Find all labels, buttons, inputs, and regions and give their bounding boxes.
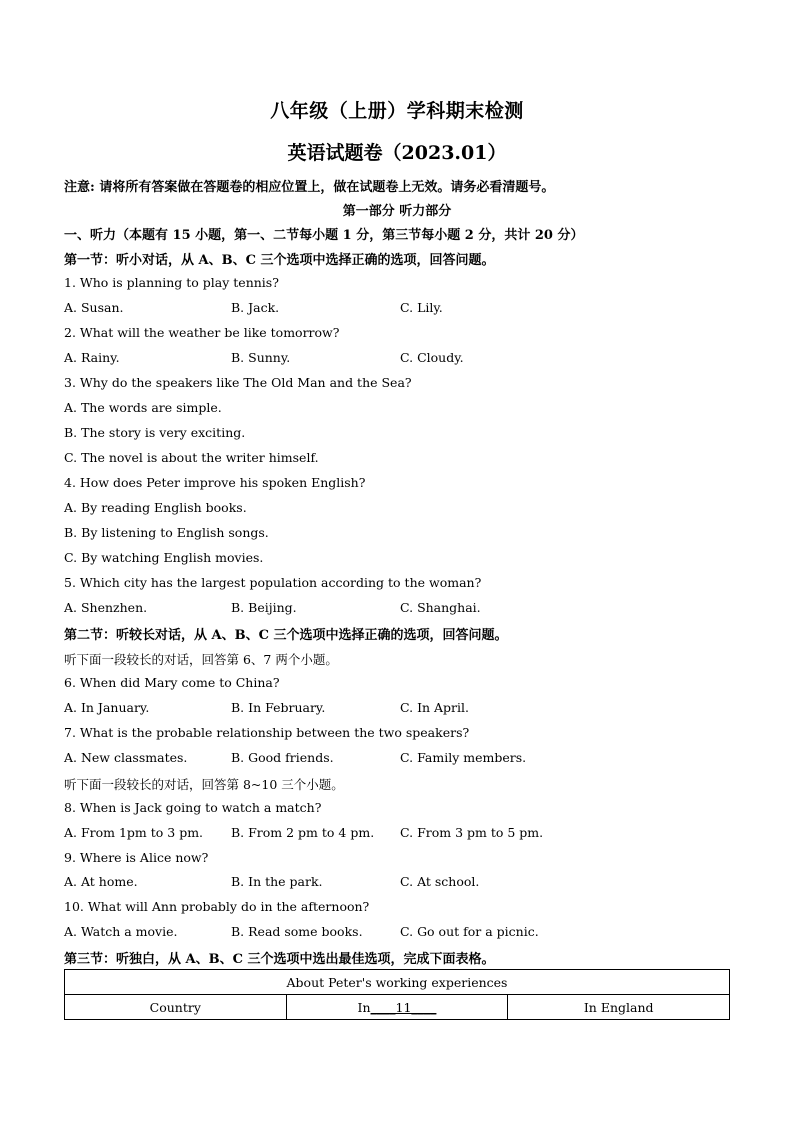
notice: 注意: 请将所有答案做在答题卷的相应位置上，做在试题卷上无效。请务必看清题号。	[64, 180, 555, 195]
q10-option-b: B. Read some books.	[231, 924, 363, 939]
question-6: 6. When did Mary come to China?	[64, 675, 280, 690]
intro-8-10: 听下面一段较长的对话，回答第 8~10 三个小题。	[64, 777, 344, 792]
blank-prefix: In	[357, 999, 371, 1015]
q6-option-a: A. In January.	[64, 700, 150, 715]
question-4: 4. How does Peter improve his spoken English?	[64, 475, 366, 490]
q10-option-a: A. Watch a movie.	[64, 924, 178, 939]
question-1: 1. Who is planning to play tennis?	[64, 275, 279, 290]
q7-option-c: C. Family members.	[400, 750, 527, 765]
peter-experience-table	[64, 969, 730, 1020]
q6-option-c: C. In April.	[400, 700, 470, 715]
q5-option-b: B. Beijing.	[231, 600, 297, 615]
part-heading: 第一部分 听力部分	[342, 204, 452, 219]
q2-option-a: A. Rainy.	[64, 350, 120, 365]
intro-6-7: 听下面一段较长的对话，回答第 6、7 两个小题。	[64, 652, 338, 667]
section1-instructions: 第一节：听小对话，从 A、B、C 三个选项中选择正确的选项，回答问题。	[64, 253, 495, 268]
q3-option-b: B. The story is very exciting.	[64, 425, 246, 440]
question-7: 7. What is the probable relationship between the two speakers?	[64, 725, 470, 740]
q1-option-a: A. Susan.	[64, 300, 124, 315]
section-heading: 一、听力（本题有 15 小题，第一、二节每小题 1 分，第三节每小题 2 分，共计 20 分）	[64, 228, 584, 243]
q7-option-b: B. Good friends.	[231, 750, 334, 765]
q2-option-c: C. Cloudy.	[400, 350, 464, 365]
section2-instructions: 第二节：听较长对话，从 A、B、C 三个选项中选择正确的选项，回答问题。	[64, 628, 508, 643]
q3-option-a: A. The words are simple.	[64, 400, 222, 415]
q9-option-a: A. At home.	[64, 874, 138, 889]
q5-option-a: A. Shenzhen.	[64, 600, 148, 615]
page-subtitle: 英语试题卷（2023.01）	[287, 142, 507, 164]
q5-option-c: C. Shanghai.	[400, 600, 481, 615]
q1-option-c: C. Lily.	[400, 300, 443, 315]
table-header: About Peter's working experiences	[65, 970, 730, 995]
answer-blank-11[interactable]: ____11____	[370, 999, 437, 1015]
table-cell-england: In England	[508, 995, 730, 1020]
q8-option-a: A. From 1pm to 3 pm.	[64, 825, 204, 840]
question-5: 5. Which city has the largest population according to the woman?	[64, 575, 482, 590]
q7-option-a: A. New classmates.	[64, 750, 188, 765]
table-cell-country: Country	[65, 995, 287, 1020]
q9-option-c: C. At school.	[400, 874, 480, 889]
q2-option-b: B. Sunny.	[231, 350, 291, 365]
q4-option-a: A. By reading English books.	[64, 500, 247, 515]
q1-option-b: B. Jack.	[231, 300, 280, 315]
q8-option-c: C. From 3 pm to 5 pm.	[400, 825, 544, 840]
question-2: 2. What will the weather be like tomorrow?	[64, 325, 340, 340]
question-3: 3. Why do the speakers like The Old Man and the Sea?	[64, 375, 412, 390]
q6-option-b: B. In February.	[231, 700, 326, 715]
question-9: 9. Where is Alice now?	[64, 850, 209, 865]
q4-option-c: C. By watching English movies.	[64, 550, 264, 565]
page-title: 八年级（上册）学科期末检测	[270, 100, 524, 122]
q3-option-c: C. The novel is about the writer himself.	[64, 450, 319, 465]
q10-option-c: C. Go out for a picnic.	[400, 924, 539, 939]
q9-option-b: B. In the park.	[231, 874, 323, 889]
section3-instructions: 第三节：听独白，从 A、B、C 三个选项中选出最佳选项，完成下面表格。	[64, 952, 495, 967]
question-10: 10. What will Ann probably do in the afternoon?	[64, 899, 370, 914]
q8-option-b: B. From 2 pm to 4 pm.	[231, 825, 375, 840]
q4-option-b: B. By listening to English songs.	[64, 525, 269, 540]
table-cell-blank-11	[286, 995, 508, 1020]
question-8: 8. When is Jack going to watch a match?	[64, 800, 322, 815]
